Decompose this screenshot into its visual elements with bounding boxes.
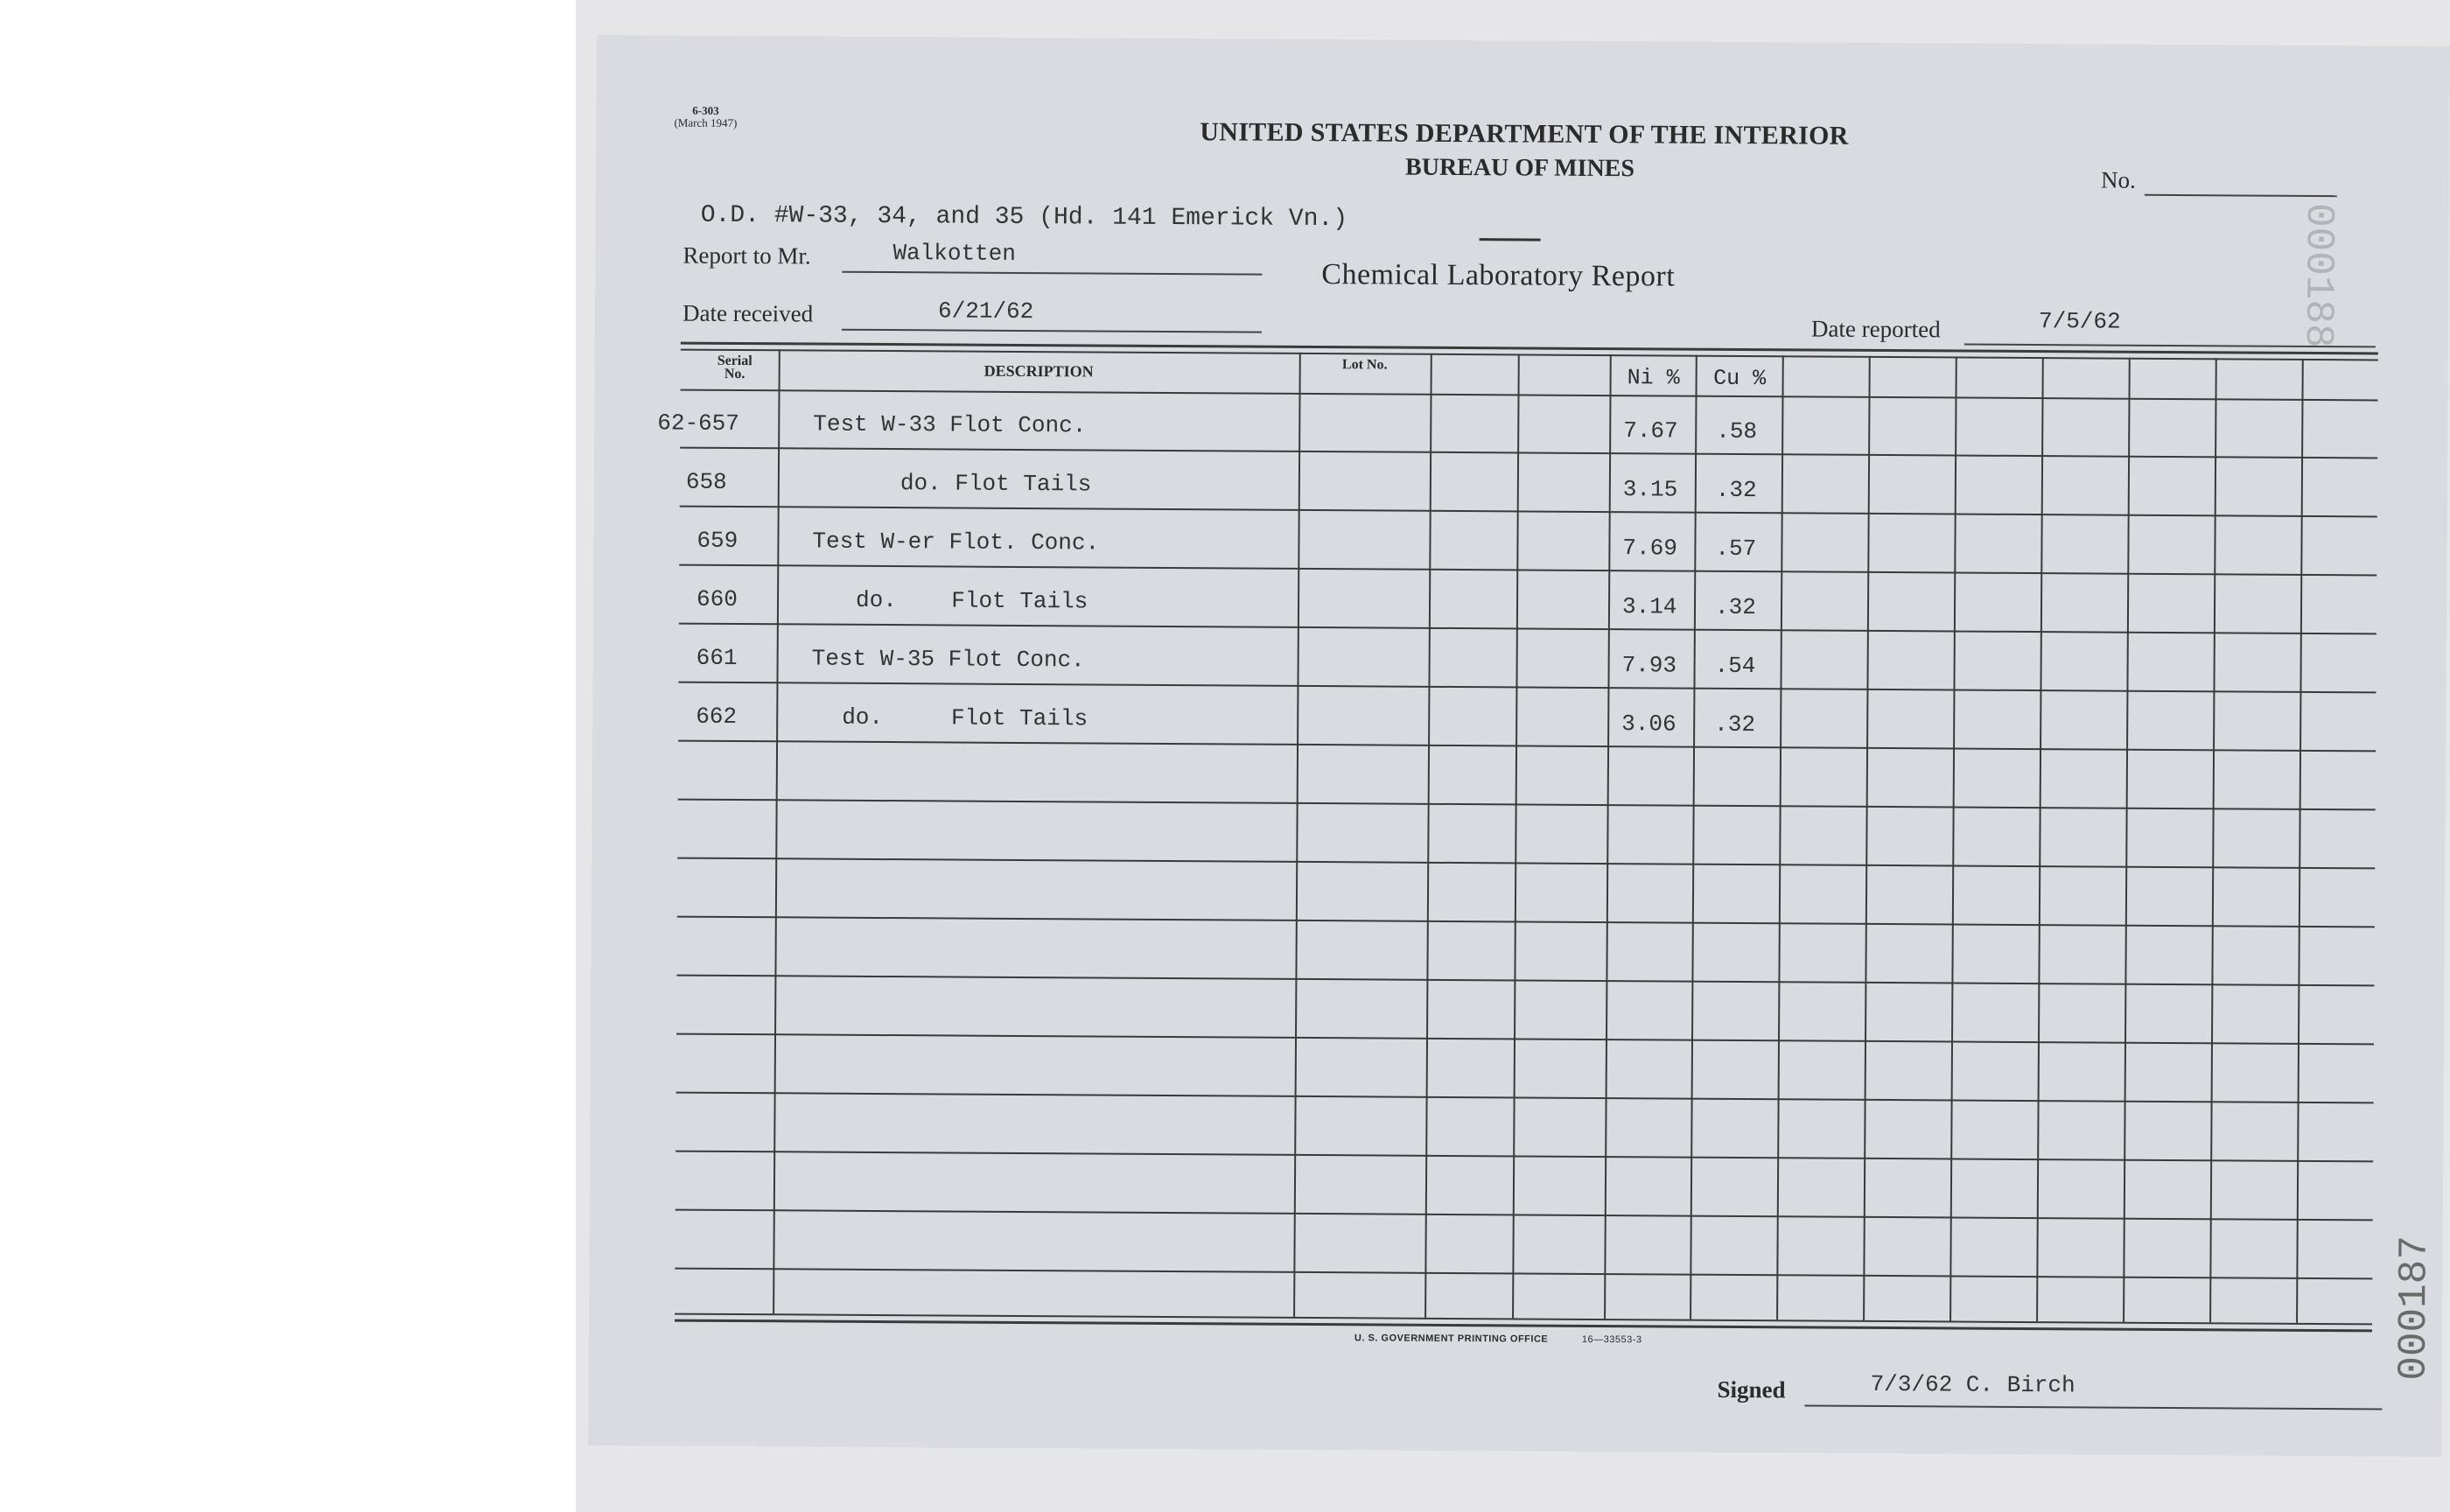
signed-label: Signed	[1717, 1376, 1786, 1404]
col-rule-serial	[773, 349, 780, 1313]
cu-cell: .32	[1715, 476, 1757, 504]
row-rule	[679, 564, 2376, 577]
col-rule-ni	[1604, 354, 1612, 1319]
col-rule	[2209, 358, 2217, 1322]
date-received-line	[842, 328, 1262, 333]
report-number-line	[2145, 193, 2337, 197]
row-rule	[676, 1092, 2374, 1104]
cu-cell: .57	[1715, 535, 1757, 563]
date-received-label: Date received	[682, 299, 814, 327]
report-to-line	[842, 270, 1262, 276]
row-rule	[676, 1209, 2373, 1222]
col-rule	[1950, 356, 1957, 1320]
ni-cell: 3.14	[1621, 593, 1677, 620]
printer-code: 16—33553-3	[1581, 1334, 1642, 1346]
serial-cell: 658	[685, 468, 727, 495]
cu-cell: .54	[1714, 652, 1756, 680]
col-rule	[2296, 359, 2304, 1323]
bureau-heading: BUREAU OF MINES	[1404, 153, 1635, 183]
description-cell: do. Flot Tails	[842, 704, 1088, 732]
report-to-value: Walkotten	[892, 240, 1017, 267]
form-code: 6-303	[692, 103, 719, 117]
cu-cell: .32	[1714, 593, 1756, 621]
page-stamp-top: 000188	[2294, 202, 2342, 348]
ni-cell: 7.69	[1622, 535, 1677, 562]
col-rule-description	[1293, 353, 1301, 1317]
col-rule-cu	[1690, 355, 1698, 1320]
col-rule	[1863, 356, 1871, 1320]
col-rule	[1776, 355, 1784, 1320]
header-lot: Lot No.	[1341, 357, 1388, 373]
serial-cell: 660	[696, 585, 738, 612]
row-rule	[680, 447, 2377, 459]
header-cu: Cu %	[1713, 365, 1767, 392]
description-cell: Test W-33 Flot Conc.	[813, 410, 1087, 439]
description-cell: Test W-35 Flot Conc.	[811, 645, 1085, 674]
date-reported-label: Date reported	[1810, 315, 1941, 343]
serial-cell: 659	[696, 527, 738, 554]
row-rule	[680, 506, 2377, 518]
report-sheet	[588, 35, 2450, 1457]
header-serial: Serial No.	[717, 353, 752, 382]
row-rule	[676, 1033, 2374, 1046]
row-rule	[678, 740, 2376, 752]
description-cell: do. Flot Tails	[855, 586, 1088, 615]
header-ni: Ni %	[1627, 365, 1680, 391]
serial-cell: 62-657	[657, 410, 740, 438]
serial-cell: 661	[696, 644, 738, 671]
date-received-value: 6/21/62	[937, 298, 1034, 326]
printer-credit: U. S. GOVERNMENT PRINTING OFFICE	[1354, 1333, 1549, 1345]
department-heading: UNITED STATES DEPARTMENT OF THE INTERIOR	[1200, 117, 1849, 150]
col-rule-lot	[1424, 354, 1432, 1318]
signed-line	[1804, 1404, 2382, 1410]
cu-cell: .32	[1714, 710, 1756, 738]
col-rule	[2123, 358, 2131, 1322]
report-to-label: Report to Mr.	[682, 242, 811, 270]
cu-cell: .58	[1716, 417, 1758, 445]
description-cell: Test W-er Flot. Conc.	[812, 528, 1100, 556]
report-number-label: No.	[2100, 166, 2136, 193]
row-rule	[678, 682, 2376, 694]
report-title: Chemical Laboratory Report	[1321, 258, 1676, 293]
row-rule	[679, 623, 2376, 635]
ni-cell: 3.15	[1622, 476, 1678, 503]
row-rule	[676, 1151, 2373, 1163]
row-rule	[677, 858, 2375, 870]
row-rule	[678, 799, 2376, 811]
page-stamp-bottom: 000187	[2390, 1235, 2438, 1381]
col-rule	[2036, 357, 2044, 1321]
table-header-rule	[681, 389, 2378, 402]
ni-cell: 7.93	[1621, 652, 1677, 679]
ni-cell: 7.67	[1623, 417, 1678, 444]
col-rule-blank	[1512, 354, 1520, 1318]
description-cell: do. Flot Tails	[900, 470, 1092, 498]
order-line: O.D. #W-33, 34, and 35 (Hd. 141 Emerick Vn.)	[700, 201, 1348, 234]
row-rule	[676, 975, 2374, 987]
row-rule	[677, 916, 2375, 928]
title-rule	[1480, 238, 1541, 241]
signed-value: 7/3/62 C. Birch	[1870, 1370, 2076, 1399]
date-reported-value: 7/5/62	[2038, 308, 2121, 335]
serial-cell: 662	[696, 703, 738, 730]
header-description: DESCRIPTION	[984, 361, 1094, 381]
row-rule	[675, 1268, 2372, 1280]
form-edition: (March 1947)	[674, 116, 738, 130]
ni-cell: 3.06	[1621, 710, 1676, 738]
